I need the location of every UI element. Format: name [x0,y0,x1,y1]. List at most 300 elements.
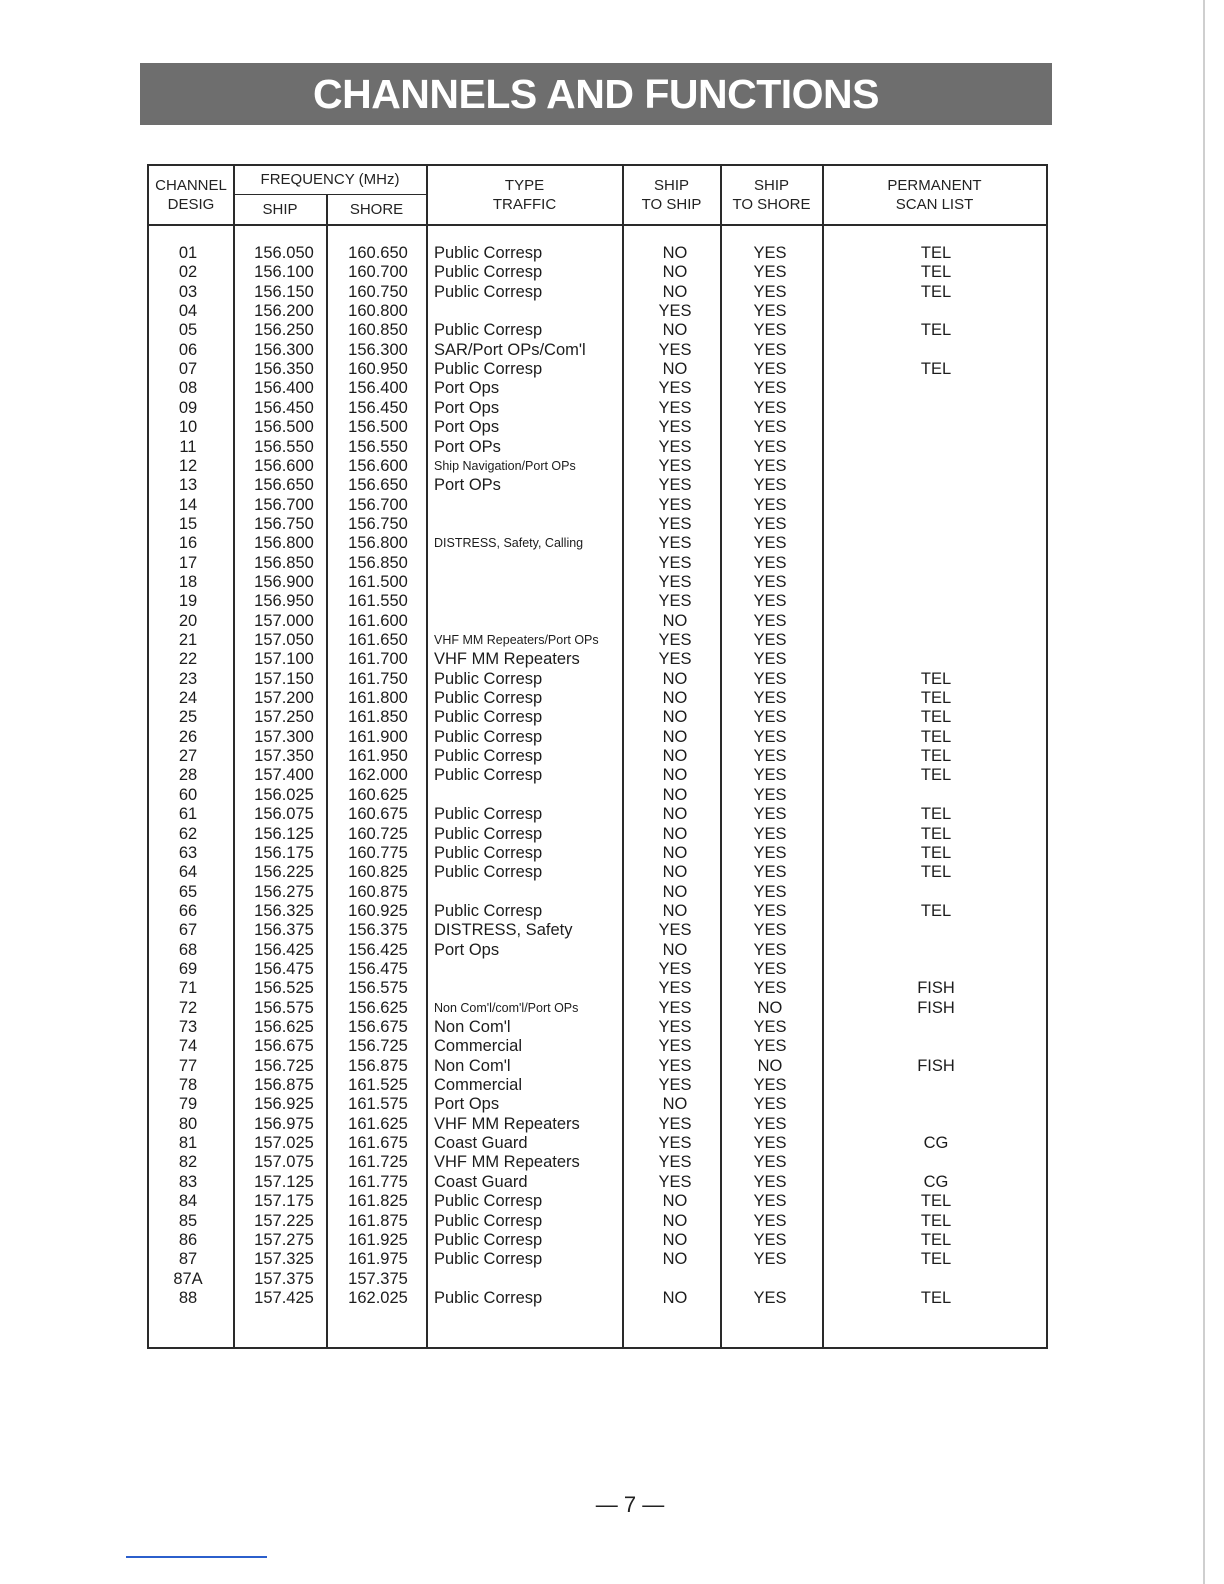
header-channel-desig: CHANNEL DESIG [155,177,227,213]
ship-to-shore-cell: YES [753,1153,787,1172]
channel-cell: 06 [178,340,198,359]
ship-to-ship-cell: YES [658,998,692,1017]
ship-freq-cell: 157.075 [254,1153,314,1172]
channel-cell: 24 [178,689,198,708]
channel-cell: 68 [178,940,198,959]
type-traffic-cell: Public Corresp [434,360,543,379]
type-traffic-cell: Public Corresp [434,766,543,785]
table-row [0,707,1224,727]
channel-cell: 15 [178,514,198,533]
type-traffic-cell: Port Ops [434,940,500,959]
ship-to-shore-cell: YES [753,689,787,708]
ship-to-ship-cell: YES [658,476,692,495]
ship-to-ship-cell: YES [658,1056,692,1075]
ship-freq-cell: 157.250 [254,708,314,727]
scan-list-cell: TEL [920,901,952,920]
channel-cell: 09 [178,398,198,417]
type-traffic-cell: VHF MM Repeaters [434,650,580,669]
scan-list-cell: TEL [920,263,952,282]
ship-to-shore-cell: YES [753,921,787,940]
ship-to-ship-cell: NO [662,282,688,301]
scan-list-cell: TEL [920,708,952,727]
type-traffic-cell: Public Corresp [434,901,543,920]
ship-to-shore-cell: YES [753,495,787,514]
ship-to-shore-cell: YES [753,1134,787,1153]
ship-freq-cell: 156.275 [254,882,314,901]
type-traffic-cell: Public Corresp [434,263,543,282]
type-traffic-cell: Commercial [434,1076,523,1095]
table-row [0,1075,1224,1095]
channel-cell: 23 [178,669,198,688]
shore-freq-cell: 156.575 [348,979,408,998]
ship-freq-cell: 156.125 [254,824,314,843]
channel-cell: 80 [178,1114,198,1133]
channel-cell: 26 [178,727,198,746]
type-traffic-cell: Public Corresp [434,727,543,746]
shore-freq-cell: 156.650 [348,476,408,495]
ship-to-shore-cell: YES [753,572,787,591]
type-traffic-cell: Non Com'l [434,1056,511,1075]
channel-cell: 72 [178,998,198,1017]
ship-to-shore-cell: YES [753,1211,787,1230]
shore-freq-cell: 161.675 [348,1134,408,1153]
type-traffic-cell: VHF MM Repeaters [434,1153,580,1172]
ship-to-ship-cell: YES [658,572,692,591]
type-traffic-cell: Public Corresp [434,669,543,688]
ship-freq-cell: 157.375 [254,1269,314,1288]
ship-to-shore-cell: YES [753,766,787,785]
type-traffic-cell: Coast Guard [434,1172,528,1191]
scan-list-cell: TEL [920,747,952,766]
ship-to-ship-cell: YES [658,1172,692,1191]
ship-to-shore-cell: YES [753,302,787,321]
ship-freq-cell: 156.900 [254,572,314,591]
ship-to-ship-cell: YES [658,1153,692,1172]
ship-to-ship-cell: YES [658,553,692,572]
channel-cell: 02 [178,263,198,282]
ship-freq-cell: 157.225 [254,1211,314,1230]
type-traffic-cell: Public Corresp [434,805,543,824]
scan-list-cell: CG [923,1134,949,1153]
shore-freq-cell: 161.600 [348,611,408,630]
shore-freq-cell: 160.725 [348,824,408,843]
page-number: — 7 — [595,1492,665,1517]
scan-list-cell: TEL [920,669,952,688]
channel-cell: 78 [178,1076,198,1095]
ship-to-shore-cell: YES [753,979,787,998]
table-row [0,398,1224,418]
ship-to-ship-cell: NO [662,360,688,379]
table-row [0,1094,1224,1114]
channel-cell: 04 [178,302,198,321]
channel-cell: 88 [178,1288,198,1307]
ship-to-shore-cell: NO [757,1056,783,1075]
type-traffic-cell: Public Corresp [434,244,543,262]
shore-freq-cell: 160.700 [348,263,408,282]
table-row [0,1172,1224,1192]
scan-list-cell: TEL [920,1192,952,1211]
ship-to-shore-cell: YES [753,727,787,746]
channel-cell: 25 [178,708,198,727]
ship-to-shore-cell: YES [753,321,787,340]
header-ship: SHIP [262,201,298,218]
table-row [0,727,1224,747]
ship-to-shore-cell: YES [753,901,787,920]
table-row [0,495,1224,515]
type-traffic-cell: Port OPs [434,476,501,495]
shore-freq-cell: 161.975 [348,1250,408,1269]
header-permanent-scan-list: PERMANENT SCAN LIST [887,177,982,213]
table-row [0,533,1224,553]
table-row [0,417,1224,437]
type-traffic-cell: Public Corresp [434,747,543,766]
ship-to-ship-cell: NO [662,1211,688,1230]
header-divider [147,224,1048,226]
shore-freq-cell: 161.875 [348,1211,408,1230]
ship-to-shore-cell: YES [753,882,787,901]
shore-freq-cell: 156.475 [348,959,408,978]
table-row [0,1249,1224,1269]
ship-to-shore-cell: YES [753,824,787,843]
shore-freq-cell: 156.725 [348,1037,408,1056]
ship-to-ship-cell: YES [658,631,692,649]
channel-cell: 64 [178,863,198,882]
ship-to-ship-cell: NO [662,805,688,824]
shore-freq-cell: 161.550 [348,592,408,611]
table-row [0,1269,1224,1289]
table-row [0,262,1224,282]
type-traffic-cell: DISTRESS, Safety [434,921,573,940]
channel-cell: 61 [178,805,198,824]
ship-to-ship-cell: NO [662,1288,688,1307]
table-row [0,940,1224,960]
ship-to-shore-cell: YES [753,631,787,649]
scan-list-cell: TEL [920,1288,952,1307]
scan-list-cell: TEL [920,360,952,379]
table-row [0,978,1224,998]
channel-cell: 87A [173,1269,203,1288]
ship-freq-cell: 156.500 [254,418,314,437]
ship-freq-cell: 156.975 [254,1114,314,1133]
shore-freq-cell: 160.775 [348,843,408,862]
ship-to-shore-cell: YES [753,708,787,727]
ship-freq-cell: 156.375 [254,921,314,940]
ship-freq-cell: 156.750 [254,514,314,533]
channel-cell: 73 [178,1018,198,1036]
table-row [0,243,1224,263]
ship-to-shore-cell: YES [753,1114,787,1133]
type-traffic-cell: Public Corresp [434,843,543,862]
type-traffic-cell: Port Ops [434,418,500,437]
ship-freq-cell: 156.550 [254,437,314,456]
shore-freq-cell: 156.550 [348,437,408,456]
table-row [0,359,1224,379]
ship-to-ship-cell: YES [658,1134,692,1153]
channel-cell: 27 [178,747,198,766]
shore-freq-cell: 161.750 [348,669,408,688]
type-traffic-cell: Public Corresp [434,1230,543,1249]
scan-list-cell: TEL [920,843,952,862]
table-row [0,1114,1224,1134]
ship-to-ship-cell: NO [662,1230,688,1249]
channel-cell: 08 [178,379,198,398]
channel-cell: 05 [178,321,198,340]
table-row [0,785,1224,805]
channel-cell: 10 [178,418,198,437]
ship-to-shore-cell: YES [753,553,787,572]
ship-to-ship-cell: YES [658,1018,692,1036]
ship-freq-cell: 156.400 [254,379,314,398]
channel-cell: 03 [178,282,198,301]
ship-freq-cell: 156.100 [254,263,314,282]
table-row [0,1288,1224,1308]
ship-to-shore-cell: YES [753,1037,787,1056]
ship-to-shore-cell: YES [753,476,787,495]
shore-freq-cell: 156.700 [348,495,408,514]
ship-freq-cell: 157.325 [254,1250,314,1269]
ship-freq-cell: 156.925 [254,1095,314,1114]
ship-to-shore-cell: YES [753,611,787,630]
channel-cell: 18 [178,572,198,591]
ship-freq-cell: 157.400 [254,766,314,785]
ship-freq-cell: 156.450 [254,398,314,417]
header-ship-to-shore: SHIP TO SHORE [732,177,811,213]
ship-to-shore-cell: YES [753,360,787,379]
table-row [0,1056,1224,1076]
shore-freq-cell: 162.025 [348,1288,408,1307]
shore-freq-cell: 156.600 [348,456,408,475]
channel-cell: 20 [178,611,198,630]
ship-freq-cell: 156.600 [254,456,314,475]
channel-cell: 65 [178,882,198,901]
ship-to-ship-cell: YES [658,495,692,514]
header-shore: SHORE [349,201,404,218]
ship-to-ship-cell: NO [662,669,688,688]
ship-to-ship-cell: YES [658,302,692,321]
table-row [0,1211,1224,1231]
ship-freq-cell: 156.075 [254,805,314,824]
type-traffic-cell: Public Corresp [434,1288,543,1307]
channel-cell: 60 [178,785,198,804]
shore-freq-cell: 156.850 [348,553,408,572]
ship-to-ship-cell: YES [658,514,692,533]
ship-to-ship-cell: YES [658,456,692,475]
channel-cell: 14 [178,495,198,514]
ship-freq-cell: 156.725 [254,1056,314,1075]
ship-to-shore-cell: YES [753,1250,787,1269]
scan-list-cell: TEL [920,1250,952,1269]
ship-freq-cell: 157.125 [254,1172,314,1191]
type-traffic-cell: Public Corresp [434,824,543,843]
type-traffic-cell: Public Corresp [434,863,543,882]
scan-list-cell: TEL [920,727,952,746]
type-traffic-cell: SAR/Port OPs/Com'l [434,340,586,359]
shore-freq-cell: 161.775 [348,1172,408,1191]
ship-freq-cell: 156.225 [254,863,314,882]
ship-to-ship-cell: NO [662,244,688,262]
ship-to-ship-cell: YES [658,437,692,456]
shore-freq-cell: 156.675 [348,1018,408,1036]
ship-to-shore-cell: YES [753,805,787,824]
type-traffic-cell: Port Ops [434,398,500,417]
table-row [0,901,1224,921]
ship-to-ship-cell: NO [662,708,688,727]
ship-freq-cell: 156.200 [254,302,314,321]
shore-freq-cell: 160.950 [348,360,408,379]
ship-freq-cell: 156.575 [254,998,314,1017]
table-row [0,1036,1224,1056]
ship-to-shore-cell: YES [753,379,787,398]
ship-to-ship-cell: NO [662,263,688,282]
shore-freq-cell: 161.650 [348,631,408,649]
ship-to-shore-cell: YES [753,1288,787,1307]
shore-freq-cell: 156.875 [348,1056,408,1075]
ship-to-ship-cell: NO [662,611,688,630]
table-row [0,340,1224,360]
shore-freq-cell: 161.575 [348,1095,408,1114]
scan-list-cell: TEL [920,863,952,882]
footer-link-underline [126,1556,267,1558]
ship-to-ship-cell: NO [662,1250,688,1269]
scan-list-cell: TEL [920,244,952,262]
ship-freq-cell: 157.025 [254,1134,314,1153]
shore-freq-cell: 161.800 [348,689,408,708]
type-traffic-cell: Public Corresp [434,1192,543,1211]
ship-to-shore-cell: YES [753,456,787,475]
ship-freq-cell: 156.475 [254,959,314,978]
ship-to-ship-cell: YES [658,1037,692,1056]
shore-freq-cell: 156.750 [348,514,408,533]
shore-freq-cell: 161.825 [348,1192,408,1211]
ship-freq-cell: 156.700 [254,495,314,514]
ship-freq-cell: 157.100 [254,650,314,669]
channel-cell: 77 [178,1056,198,1075]
shore-freq-cell: 156.800 [348,534,408,553]
ship-to-shore-cell: YES [753,244,787,262]
scan-list-cell: TEL [920,824,952,843]
ship-to-shore-cell: YES [753,514,787,533]
ship-freq-cell: 156.875 [254,1076,314,1095]
ship-to-ship-cell: NO [662,824,688,843]
table-row [0,611,1224,631]
ship-to-ship-cell: NO [662,882,688,901]
shore-freq-cell: 156.625 [348,998,408,1017]
channel-cell: 87 [178,1250,198,1269]
ship-to-ship-cell: YES [658,959,692,978]
table-row [0,862,1224,882]
channel-cell: 84 [178,1192,198,1211]
ship-to-shore-cell: YES [753,785,787,804]
scan-list-cell: FISH [917,998,955,1017]
channel-cell: 11 [179,437,197,456]
channel-cell: 19 [178,592,198,611]
ship-to-ship-cell: YES [658,979,692,998]
ship-freq-cell: 157.300 [254,727,314,746]
ship-to-ship-cell: YES [658,1114,692,1133]
scan-list-cell: TEL [920,1211,952,1230]
table-row [0,920,1224,940]
header-frequency: FREQUENCY (MHz) [260,171,400,188]
ship-freq-cell: 156.525 [254,979,314,998]
ship-to-shore-cell: NO [757,998,783,1017]
type-traffic-cell: Public Corresp [434,1211,543,1230]
table-row [0,998,1224,1018]
header-ship-to-ship: SHIP TO SHIP [641,177,702,213]
scan-list-cell: FISH [917,1056,955,1075]
ship-to-ship-cell: YES [658,398,692,417]
shore-freq-cell: 156.425 [348,940,408,959]
table-row [0,301,1224,321]
ship-to-shore-cell: YES [753,1076,787,1095]
header-type-traffic: TYPE TRAFFIC [492,177,557,213]
channel-cell: 12 [178,456,198,475]
ship-freq-cell: 157.050 [254,631,314,649]
channel-cell: 16 [178,534,198,553]
table-row [0,282,1224,302]
channel-cell: 07 [178,360,198,379]
type-traffic-cell: Port OPs [434,437,501,456]
table-row [0,1191,1224,1211]
shore-freq-cell: 161.525 [348,1076,408,1095]
table-row [0,378,1224,398]
table-row [0,746,1224,766]
table-row [0,437,1224,457]
table-row [0,959,1224,979]
type-traffic-cell: Public Corresp [434,321,543,340]
ship-freq-cell: 157.425 [254,1288,314,1307]
scan-list-cell: CG [923,1172,949,1191]
channel-cell: 66 [178,901,198,920]
shore-freq-cell: 156.450 [348,398,408,417]
shore-freq-cell: 160.800 [348,302,408,321]
shore-freq-cell: 160.750 [348,282,408,301]
ship-freq-cell: 156.175 [254,843,314,862]
shore-freq-cell: 156.300 [348,340,408,359]
shore-freq-cell: 160.925 [348,901,408,920]
ship-to-ship-cell: YES [658,592,692,611]
channel-cell: 69 [178,959,198,978]
ship-to-shore-cell: YES [753,1095,787,1114]
shore-freq-cell: 162.000 [348,766,408,785]
ship-to-shore-cell: YES [753,437,787,456]
table-row [0,1017,1224,1037]
type-traffic-cell: Port Ops [434,1095,500,1114]
channel-cell: 01 [178,244,198,262]
ship-freq-cell: 156.950 [254,592,314,611]
shore-freq-cell: 160.825 [348,863,408,882]
type-traffic-cell: Non Com'l/com'l/Port OPs [434,1000,579,1015]
shore-freq-cell: 161.725 [348,1153,408,1172]
ship-freq-cell: 156.675 [254,1037,314,1056]
ship-to-ship-cell: YES [658,1076,692,1095]
ship-to-ship-cell: YES [658,379,692,398]
shore-freq-cell: 156.400 [348,379,408,398]
ship-to-ship-cell: NO [662,843,688,862]
ship-to-shore-cell: YES [753,592,787,611]
ship-to-shore-cell: YES [753,650,787,669]
ship-freq-cell: 156.300 [254,340,314,359]
ship-freq-cell: 157.350 [254,747,314,766]
ship-to-shore-cell: YES [753,1192,787,1211]
shore-freq-cell: 160.625 [348,785,408,804]
ship-to-ship-cell: NO [662,1095,688,1114]
ship-freq-cell: 157.275 [254,1230,314,1249]
table-row [0,514,1224,534]
shore-freq-cell: 161.950 [348,747,408,766]
channel-cell: 86 [178,1230,198,1249]
ship-to-shore-cell: YES [753,534,787,553]
type-traffic-cell: DISTRESS, Safety, Calling [434,536,584,551]
